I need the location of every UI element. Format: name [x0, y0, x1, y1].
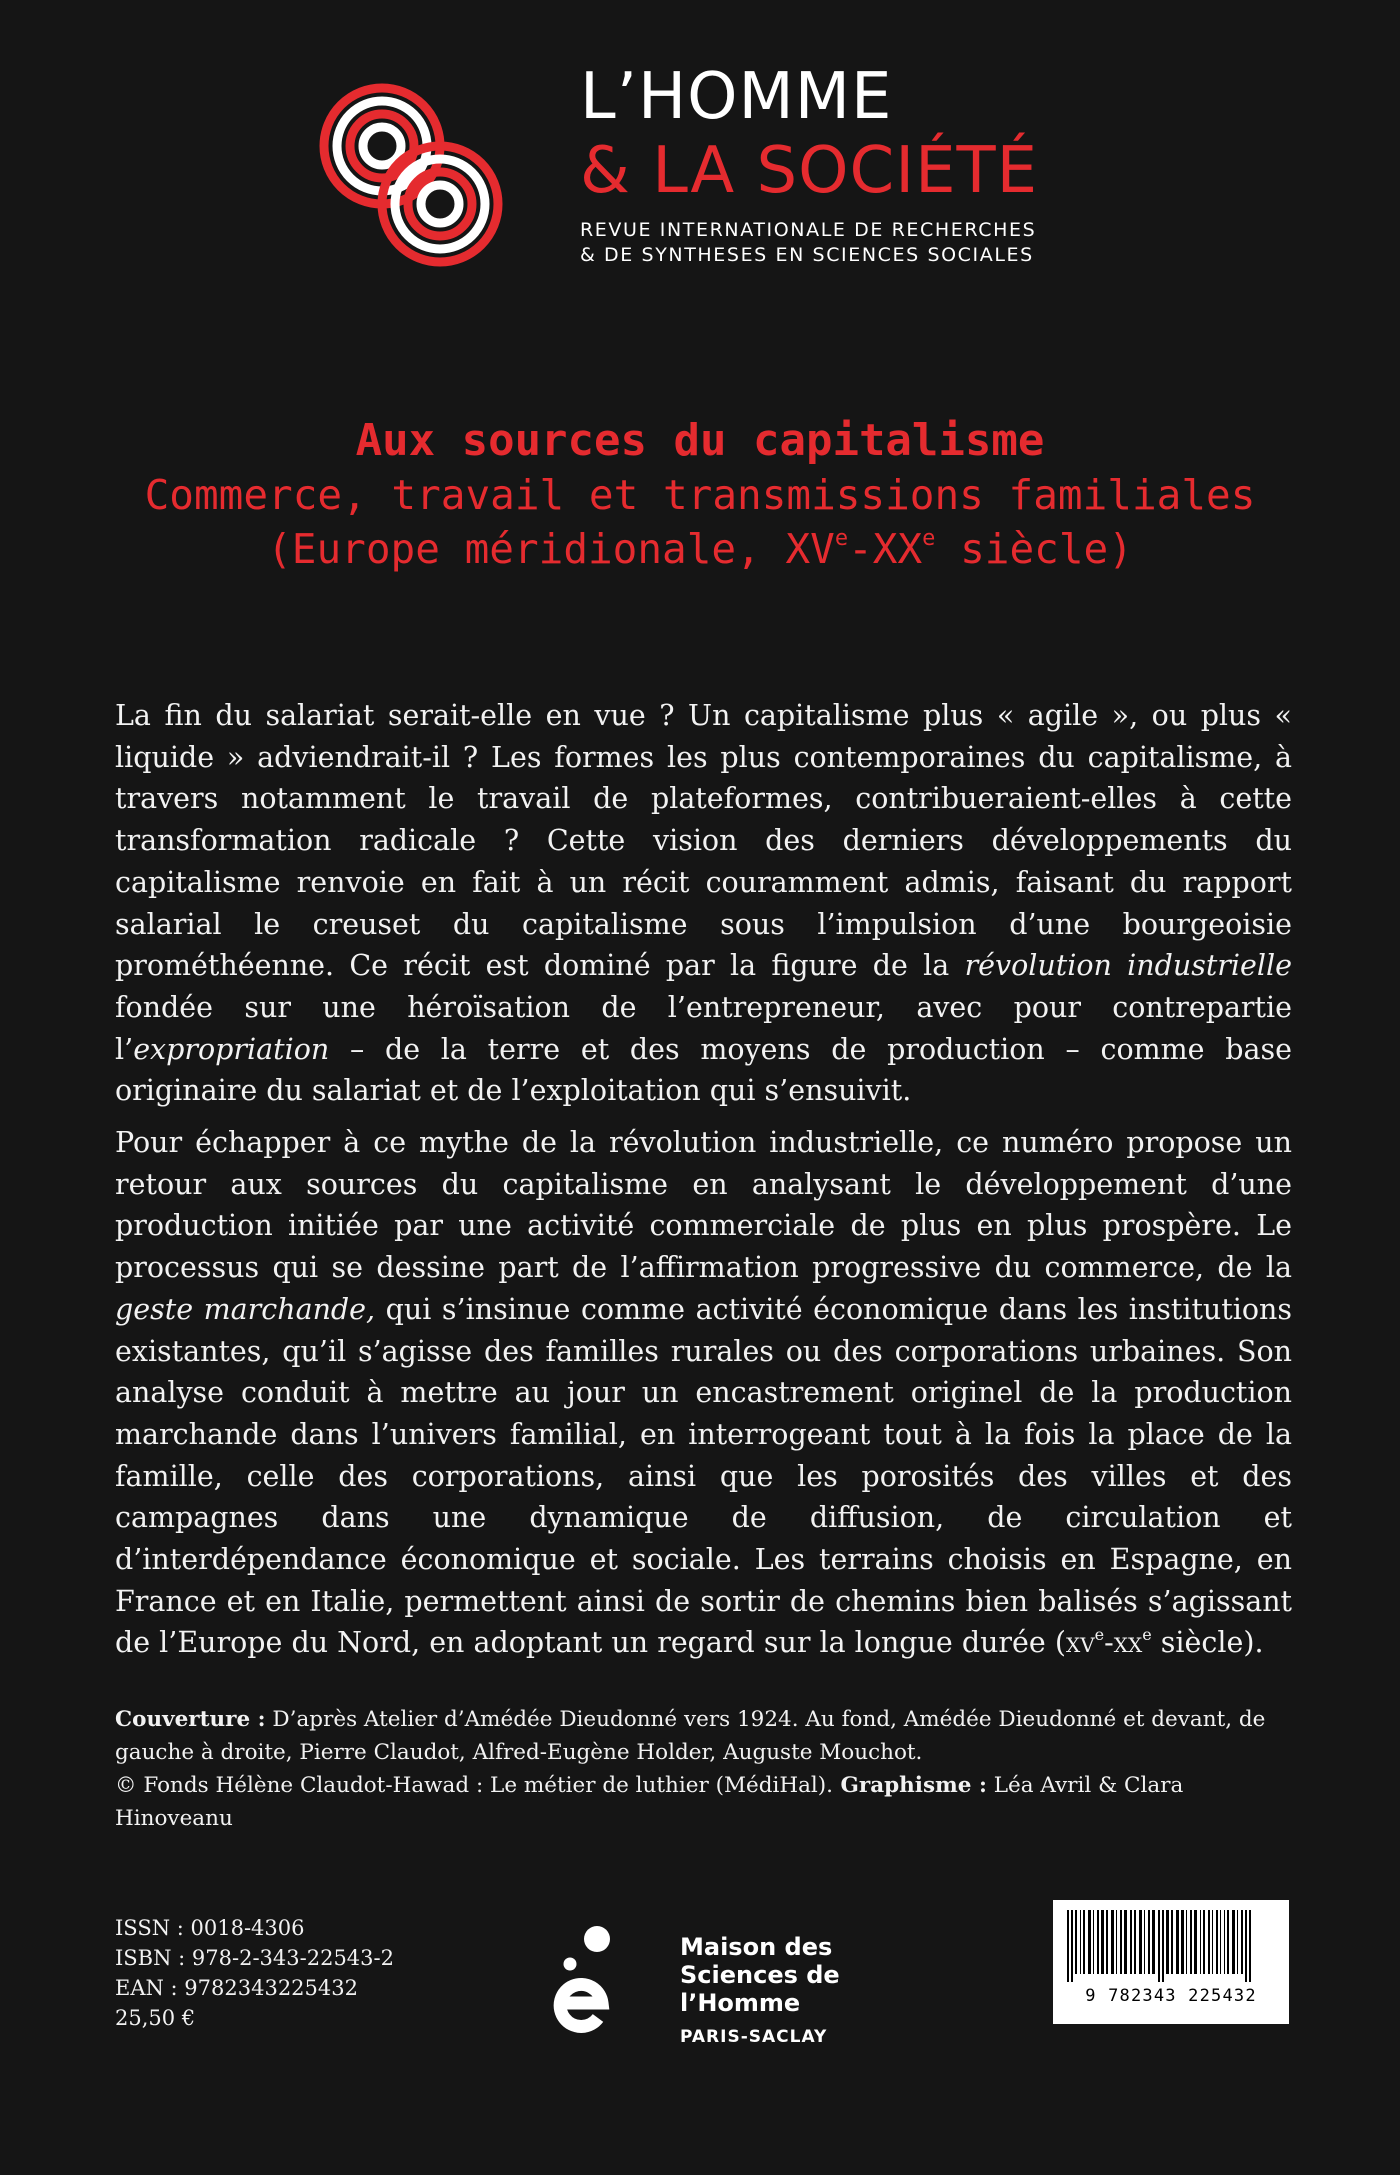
design-credit-line: © Fonds Hélène Claudot-Hawad : Le métier de luthier (MédiHal). Graphisme : Léa Avril & Clara Hinoveanu [115, 1773, 1184, 1831]
barcode-bar [1101, 1910, 1104, 1974]
barcode-bar [1203, 1910, 1205, 1974]
barcode-bar [1227, 1910, 1229, 1974]
publisher-name-line2: Sciences de [680, 1961, 840, 1989]
barcode-guard-bar [1249, 1910, 1251, 1982]
journal-brand [580, 60, 1038, 268]
barcode-bar [1181, 1910, 1184, 1974]
barcode-guard-bar [1158, 1910, 1160, 1982]
barcode-bar [1093, 1910, 1094, 1974]
barcode-bar [1216, 1910, 1218, 1974]
barcode-bar [1083, 1910, 1085, 1974]
barcode-bar [1097, 1910, 1099, 1974]
barcode-bar [1224, 1910, 1225, 1974]
barcode-guard-bar [1067, 1910, 1069, 1982]
price: 25,50 € [115, 2006, 196, 2030]
publisher-name-line1: Maison des [680, 1933, 833, 1961]
barcode-bar [1134, 1910, 1136, 1974]
barcode-bar [1208, 1910, 1210, 1974]
barcode-bar [1075, 1910, 1077, 1974]
issn: ISSN : 0018-4306 [115, 1916, 305, 1940]
barcode-bar [1200, 1910, 1201, 1974]
barcode-bar [1237, 1910, 1238, 1974]
cover-credit-line: Couverture : D’après Atelier d’Amédée Dieudonné vers 1924. Au fond, Amédée Dieudonné et devant, de gauche à droite, Pierre Claudot, Alfred-Eugène Holder, Auguste Mouchot. [115, 1707, 1266, 1765]
abstract-paragraph-2: Pour échapper à ce mythe de la révolution industrielle, ce numéro propose un retour aux sources du capitalisme en analysant le développement d’une production initiée par une activité commerciale de plus en plus prospère. Le processus qui se dessine part de l’affirmation progressive du commerce, de la geste marchande, qui s’insinue comme activité économique dans les institutions existantes, qu’il s’agisse des familles rurales ou des corporations urbaines. Son analyse conduit à mettre au jour un encastrement originel de la production marchande dans l’univers familial, en interrogeant tout à la fois la place de la famille, celle des corporations, ainsi que les porosités des villes et des campagnes dans une dynamique de diffusion, de circulation et d’interdépendance économique et sociale. Les terrains choisis en Espagne, en France et en Italie, permettent ainsi de sortir de chemins bien balisés s’agissant de l’Europe du Nord, en adoptant un regard sur la longue durée ($xv^e-xx^e$ siècle). [115, 1126, 1292, 1660]
barcode-bar [1152, 1910, 1155, 1974]
barcode-digits: 9 782343 225432 [1085, 1986, 1257, 2006]
barcode-guard-bar [1162, 1910, 1164, 1982]
brand-title-line1: L’HOMME [580, 60, 893, 134]
barcode-bar [1130, 1910, 1132, 1974]
ean: EAN : 9782343225432 [115, 1976, 358, 2000]
barcode-bar [1116, 1910, 1117, 1974]
barcode-bar [1241, 1910, 1243, 1974]
barcode-bar [1166, 1910, 1169, 1974]
publisher-place: PARIS-SACLAY [680, 2027, 828, 2047]
barcode-bar [1176, 1910, 1179, 1974]
barcode-bar [1148, 1910, 1150, 1974]
barcode-bar [1194, 1910, 1197, 1974]
barcode-bar [1171, 1910, 1173, 1974]
barcode-bar [1232, 1910, 1235, 1974]
issue-title: Aux sources du capitalisme [355, 415, 1045, 466]
msh-e-logo-icon [548, 1924, 620, 2042]
barcode [1053, 1900, 1289, 2024]
abstract-paragraph-1: La fin du salariat serait-elle en vue ? Un capitalisme plus « agile », ou plus « liquide » adviendrait-il ? Les formes les plus contemporaines du capitalisme, à travers notamment le travail de plateformes, contribueraient-elles à cette transformation radicale ? Cette vision des derniers développements du capitalisme renvoie en fait à un récit couramment admis, faisant du rapport salarial le creuset du capitalisme sous l’impulsion d’une bourgeoisie prométhéenne. Ce récit est dominé par la figure de la révolution industrielle fondée sur une héroïsation de l’entrepreneur, avec pour contrepartie l’expropriation – de la terre et des moyens de production – comme base originaire du salariat et de l’exploitation qui s’ensuivit. [115, 699, 1292, 1108]
barcode-bar [1220, 1910, 1221, 1974]
publisher [680, 1933, 840, 2049]
issue-subtitle-line2: (Europe méridionale, XVe-XXe siècle) [267, 525, 1133, 573]
barcode-bar [1144, 1910, 1145, 1974]
issue-subtitle-line1: Commerce, travail et transmissions familiales [144, 471, 1256, 519]
issue-titles [0, 414, 1400, 576]
barcode-bar [1186, 1910, 1187, 1974]
barcode-bar [1190, 1910, 1192, 1974]
interlinked-circles-logo-icon [318, 82, 504, 268]
barcode-bar [1111, 1910, 1114, 1974]
brand-subtitle-line1: REVUE INTERNATIONALE DE RECHERCHES [580, 219, 1037, 241]
barcode-bar [1139, 1910, 1142, 1974]
brand-subtitle [580, 218, 1038, 268]
publisher-name-line3: l’Homme [680, 1989, 801, 2017]
abstract [115, 695, 1292, 1674]
barcode-guard-bar [1245, 1910, 1247, 1982]
barcode-bar [1212, 1910, 1213, 1974]
ean13-barcode-icon [1065, 1910, 1277, 1982]
identifiers [115, 1913, 394, 2033]
barcode-bar [1088, 1910, 1091, 1974]
barcode-bar [1080, 1910, 1081, 1974]
barcode-guard-bar [1071, 1910, 1073, 1982]
cover-credits [115, 1703, 1295, 1835]
brand-title-line2: & LA SOCIÉTÉ [580, 134, 1039, 208]
barcode-bar [1124, 1910, 1127, 1974]
brand-subtitle-line2: & DE SYNTHESES EN SCIENCES SOCIALES [580, 244, 1034, 266]
isbn: ISBN : 978-2-343-22543-2 [115, 1946, 394, 1970]
barcode-bar [1120, 1910, 1122, 1974]
barcode-bar [1106, 1910, 1108, 1974]
